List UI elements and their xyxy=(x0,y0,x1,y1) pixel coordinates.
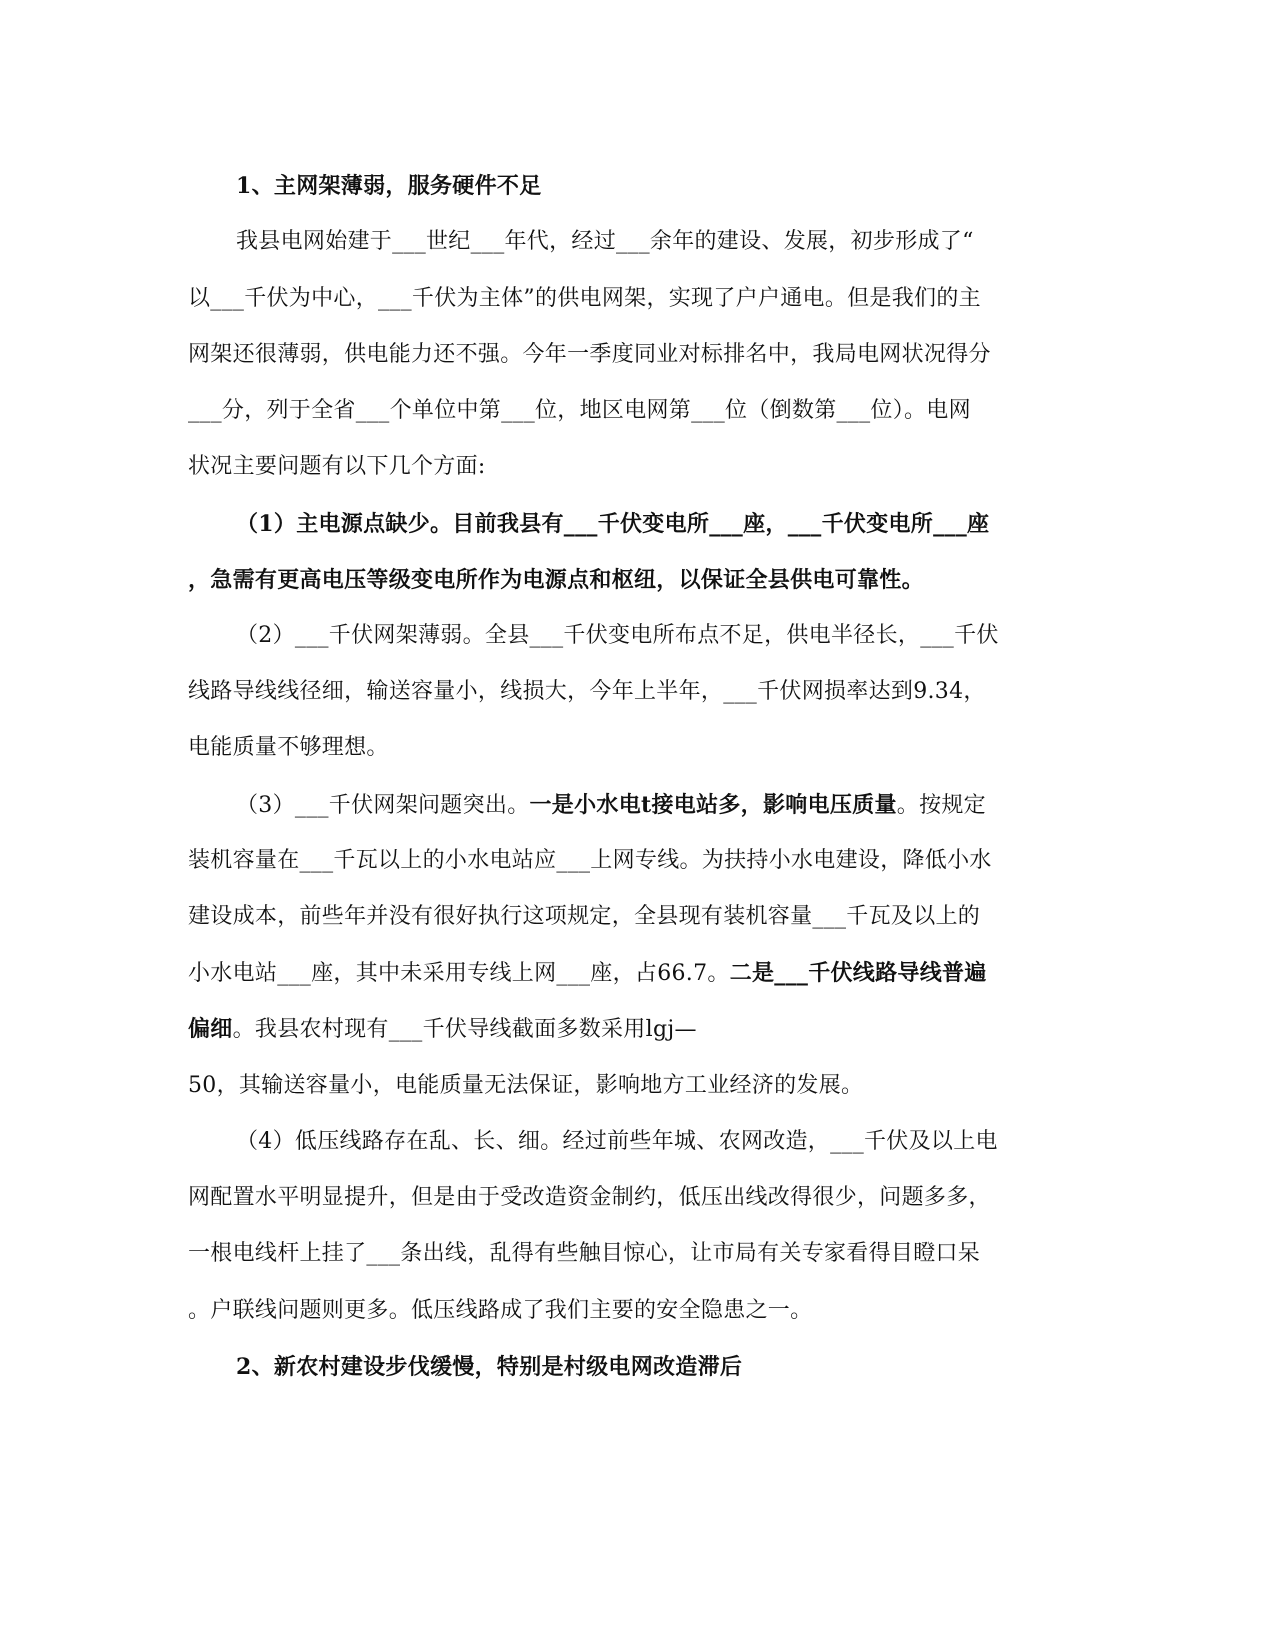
paragraph-line: （4）低压线路存在乱、长、细。经过前些年城、农网改造，___千伏及以上电 xyxy=(236,1129,998,1154)
paragraph-line: 电能质量不够理想。 xyxy=(188,735,389,760)
paragraph-line: 50，其输送容量小，电能质量无法保证，影响地方工业经济的发展。 xyxy=(188,1073,864,1098)
paragraph-line: ___分，列于全省___个单位中第___位，地区电网第___位（倒数第___位）。电网 xyxy=(188,398,971,423)
paragraph-line: 状况主要问题有以下几个方面: xyxy=(188,454,486,479)
paragraph-line xyxy=(236,790,986,821)
paragraph-line xyxy=(188,958,987,989)
text-run-bold: 一是小水电t接电站多，影响电压质量 xyxy=(529,792,897,818)
paragraph-line: 线路导线线径细，输送容量小，线损大，今年上半年，___千伏网损率达到9.34， xyxy=(188,679,986,704)
text-run-bold: 偏细 xyxy=(188,1016,233,1042)
paragraph-line: ，急需有更高电压等级变电所作为电源点和枢纽，以保证全县供电可靠性。 xyxy=(188,567,924,593)
paragraph-line: 一根电线杆上挂了___条出线，乱得有些触目惊心，让市局有关专家看得目瞪口呆 xyxy=(188,1241,981,1266)
paragraph-line: （1）主电源点缺少。目前我县有___千伏变电所___座，___千伏变电所___座 xyxy=(236,511,990,537)
text-run: 。我县农村现有___千伏导线截面多数采用lgj— xyxy=(232,1017,697,1042)
paragraph-line: 网架还很薄弱，供电能力还不强。今年一季度同业对标排名中，我局电网状况得分 xyxy=(188,342,991,367)
paragraph-line: 。户联线问题则更多。低压线路成了我们主要的安全隐患之一。 xyxy=(188,1298,813,1323)
paragraph-line: 网配置水平明显提升，但是由于受改造资金制约，低压出线改得很少，问题多多， xyxy=(188,1185,991,1210)
text-run-bold: 二是___千伏线路导线普遍 xyxy=(729,960,987,986)
text-run: 。按规定 xyxy=(896,793,986,818)
text-run: （3）___千伏网架问题突出。 xyxy=(236,793,530,818)
paragraph-line: 建设成本，前些年并没有很好执行这项规定，全县现有装机容量___千瓦及以上的 xyxy=(188,904,981,929)
paragraph-line: 我县电网始建于___世纪___年代，经过___余年的建设、发展，初步形成了“ xyxy=(236,229,974,254)
section-heading-2: 2、新农村建设步伐缓慢，特别是村级电网改造滞后 xyxy=(236,1354,743,1380)
paragraph-line: （2）___千伏网架薄弱。全县___千伏变电所布点不足，供电半径长，___千伏 xyxy=(236,623,999,648)
paragraph-line xyxy=(188,1014,697,1045)
text-run: 小水电站___座，其中未采用专线上网___座，占66.7。 xyxy=(188,961,730,986)
paragraph-line: 装机容量在___千瓦以上的小水电站应___上网专线。为扶持小水电建设，降低小水 xyxy=(188,848,992,873)
paragraph-line: 以___千伏为中心，___千伏为主体”的供电网架，实现了户户通电。但是我们的主 xyxy=(188,286,981,311)
section-heading-1: 1、主网架薄弱，服务硬件不足 xyxy=(236,173,542,199)
